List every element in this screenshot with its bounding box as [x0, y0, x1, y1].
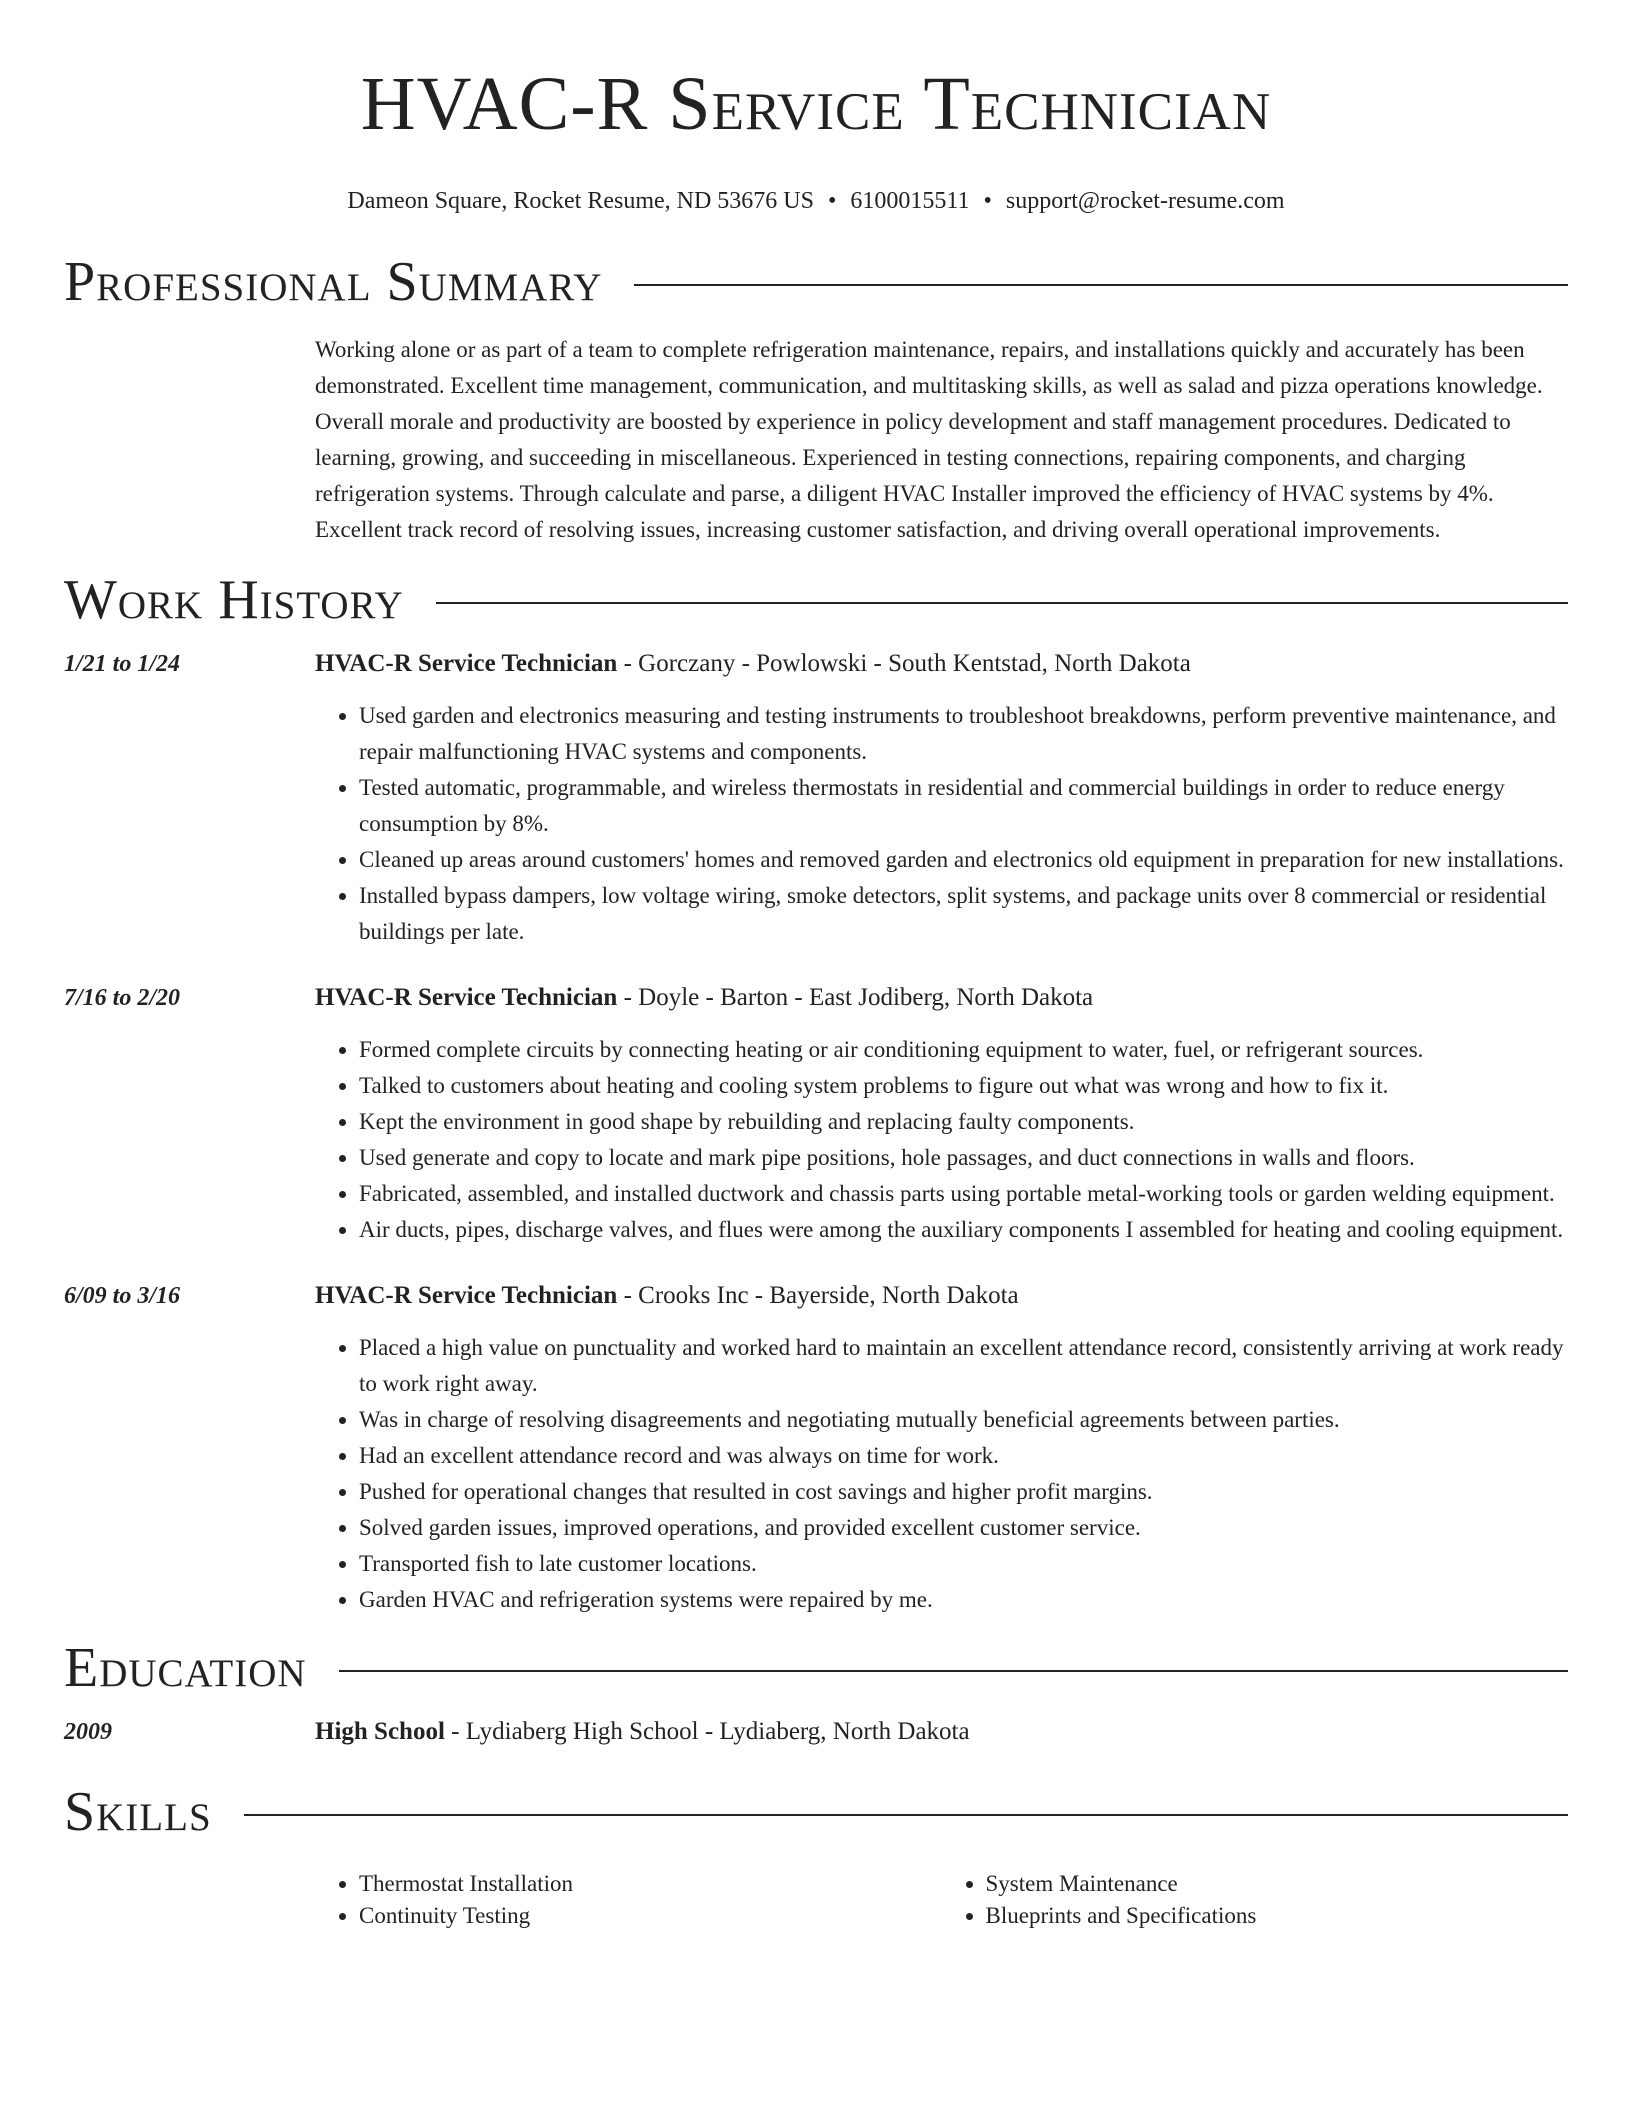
skill-item: • System Maintenance [986, 1868, 1569, 1900]
job-entry [64, 1278, 1568, 1618]
job-details: - Crooks Inc - Bayerside, North Dakota [617, 1282, 1019, 1309]
list-item: • Was in charge of resolving disagreements and negotiating mutually beneficial agreements between parties. [359, 1402, 1568, 1438]
job-title: HVAC-R Service Technician [315, 1282, 618, 1309]
skills-column-right [942, 1868, 1569, 1932]
job-dates: 7/16 to 2/20 [64, 985, 181, 1011]
job-heading [315, 646, 1568, 682]
education-details: - Lydiaberg High School - Lydiaberg, North Dakota [444, 1718, 970, 1745]
job-heading [315, 980, 1568, 1016]
skill-item: • Continuity Testing [359, 1900, 942, 1932]
list-item: • Solved garden issues, improved operations, and provided excellent customer service. [359, 1510, 1568, 1546]
job-body [315, 646, 1568, 950]
list-item: • Cleaned up areas around customers' homes and removed garden and electronics old equipment in preparation for new installations. [359, 842, 1568, 878]
job-body [315, 1278, 1568, 1618]
job-entry [64, 646, 1568, 950]
skills-column-left [315, 1868, 942, 1932]
section-divider [436, 602, 1568, 604]
contact-phone: 6100015511 [850, 188, 970, 214]
job-entry [64, 980, 1568, 1248]
education-section-header [64, 1636, 1568, 1700]
skills-list [315, 1868, 1568, 1932]
contact-email: support@rocket-resume.com [1005, 188, 1285, 214]
job-bullets [315, 1330, 1568, 1618]
education-year: 2009 [64, 1719, 112, 1745]
skill-item: • Blueprints and Specifications [986, 1900, 1569, 1932]
list-item: • Used garden and electronics measuring and testing instruments to troubleshoot breakdowns, perform preventive maintenance, and repair malfunctioning HVAC systems and components. [359, 698, 1568, 770]
work-section-title: Work History [64, 569, 404, 631]
skills-section-title: Skills [64, 1781, 212, 1843]
list-item: • Placed a high value on punctuality and worked hard to maintain an excellent attendance record, consistently arriving at work ready to work right away. [359, 1330, 1568, 1402]
education-heading [315, 1714, 1568, 1750]
list-item: • Garden HVAC and refrigeration systems were repaired by me. [359, 1582, 1568, 1618]
resume-name: HVAC-R Service Technician [360, 62, 1272, 146]
job-details: - Doyle - Barton - East Jodiberg, North Dakota [617, 984, 1094, 1011]
list-item: • Kept the environment in good shape by rebuilding and replacing faulty components. [359, 1104, 1568, 1140]
education-section-title: Education [64, 1637, 307, 1699]
list-item: • Air ducts, pipes, discharge valves, and flues were among the auxiliary components I assembled for heating and cooling equipment. [359, 1212, 1568, 1248]
contact-separator: • [827, 188, 837, 214]
job-details: - Gorczany - Powlowski - South Kentstad, North Dakota [617, 650, 1191, 677]
job-body [315, 980, 1568, 1248]
summary-section-header [64, 250, 1568, 314]
list-item: • Fabricated, assembled, and installed ductwork and chassis parts using portable metal-working tools or garden welding equipment. [359, 1176, 1568, 1212]
job-title: HVAC-R Service Technician [315, 984, 618, 1011]
list-item: • Tested automatic, programmable, and wireless thermostats in residential and commercial buildings in order to reduce energy consumption by 8%. [359, 770, 1568, 842]
contact-separator: • [983, 188, 992, 214]
job-dates: 1/21 to 1/24 [64, 651, 181, 677]
list-item: • Talked to customers about heating and cooling system problems to figure out what was wrong and how to fix it. [359, 1068, 1568, 1104]
skill-item: • Thermostat Installation [359, 1868, 942, 1900]
list-item: • Installed bypass dampers, low voltage wiring, smoke detectors, split systems, and package units over 8 commercial or residential buildings per late. [359, 878, 1568, 950]
list-item: • Pushed for operational changes that resulted in cost savings and higher profit margins. [359, 1474, 1568, 1510]
section-divider [244, 1814, 1568, 1816]
education-entry [64, 1714, 1568, 1750]
section-divider [634, 284, 1568, 286]
summary-text: Working alone or as part of a team to complete refrigeration maintenance, repairs, and installations quickly and accurately has been demonstrated. Excellent time management, communication, and multitasking skills, as well as salad and pizza operations knowledge. Overall morale and productivity are boosted by experience in policy development and staff management procedures. Dedicated to learning, growing, and succeeding in miscellaneous. Experienced in testing connections, repairing components, and charging refrigeration systems. Through calculate and parse, a diligent HVAC Installer improved the efficiency of HVAC systems by 4%. Excellent track record of resolving issues, increasing customer satisfaction, and driving overall operational improvements. [315, 337, 1543, 542]
skills-section-header [64, 1780, 1568, 1844]
work-section-header [64, 568, 1568, 632]
job-bullets [315, 1032, 1568, 1248]
list-item: • Had an excellent attendance record and was always on time for work. [359, 1438, 1568, 1474]
contact-line [0, 186, 1632, 216]
contact-address: Dameon Square, Rocket Resume, ND 53676 US [347, 188, 814, 214]
section-divider [339, 1670, 1568, 1672]
job-bullets [315, 698, 1568, 950]
education-degree: High School [315, 1718, 445, 1745]
job-heading [315, 1278, 1568, 1314]
list-item: • Transported fish to late customer locations. [359, 1546, 1568, 1582]
job-title: HVAC-R Service Technician [315, 650, 618, 677]
list-item: • Formed complete circuits by connecting heating or air conditioning equipment to water, fuel, or refrigerant sources. [359, 1032, 1568, 1068]
education-body [315, 1714, 1568, 1750]
list-item: • Used generate and copy to locate and mark pipe positions, hole passages, and duct connections in walls and floors. [359, 1140, 1568, 1176]
job-dates: 6/09 to 3/16 [64, 1283, 181, 1309]
summary-section-title: Professional Summary [64, 251, 603, 313]
